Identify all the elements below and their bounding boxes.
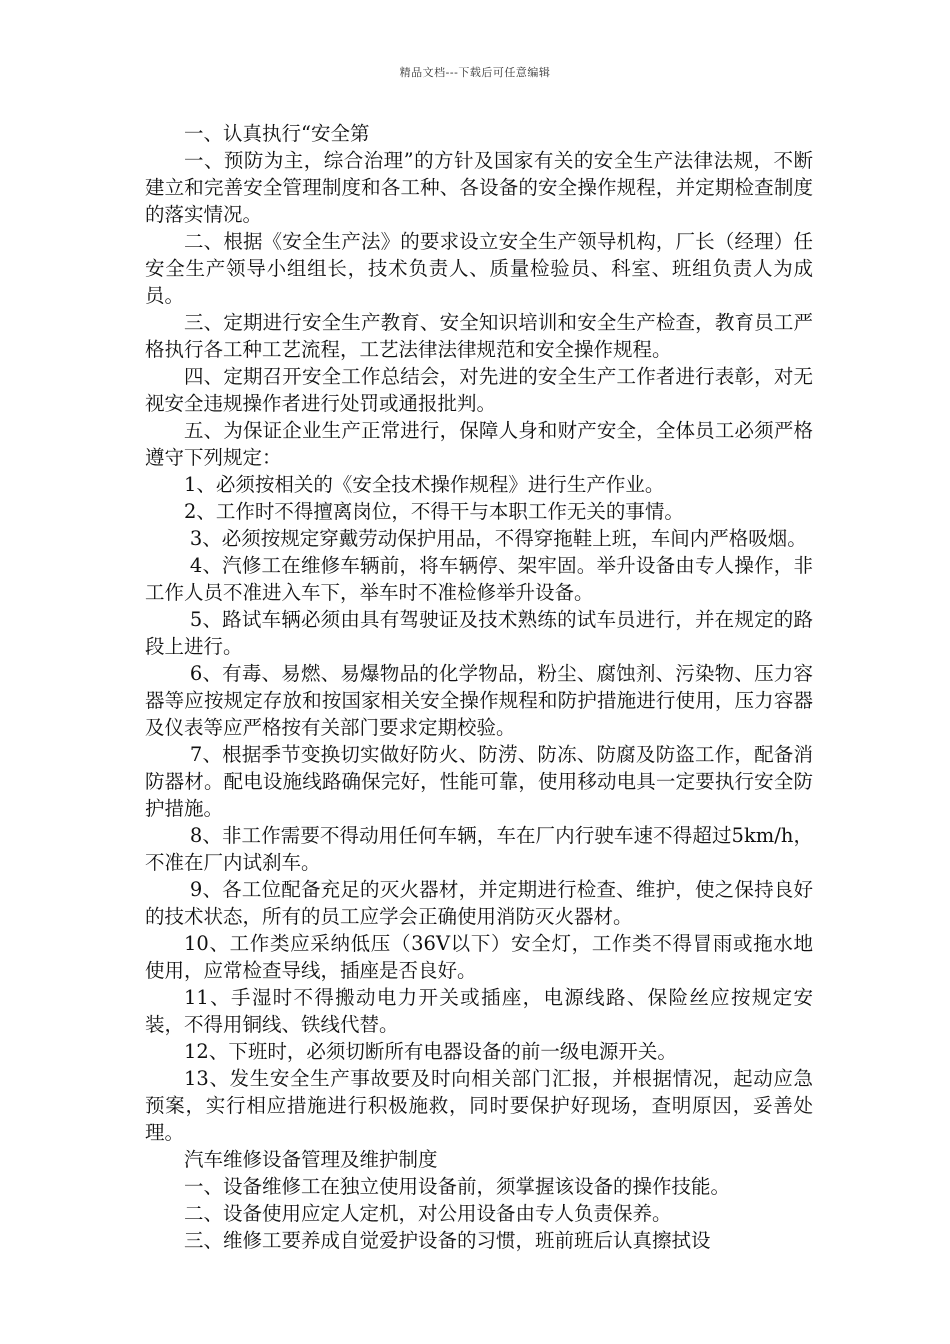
paragraph: 5、路试车辆必须由具有驾驶证及技术熟练的试车员进行，并在规定的路段上进行。	[145, 608, 813, 658]
paragraph: 1、必须按相关的《安全技术操作规程》进行生产作业。	[184, 473, 665, 496]
paragraph: 一、认真执行“安全第	[184, 122, 370, 145]
paragraph: 10、工作类应采纳低压（36V以下）安全灯，工作类不得冒雨或拖水地使用，应常检查导线，插座是否良好。	[145, 932, 813, 982]
paragraph: 四、定期召开安全工作总结会，对先进的安全生产工作者进行表彰，对无视安全违规操作者进行处罚或通报批判。	[145, 365, 813, 415]
paragraph: 4、汽修工在维修车辆前，将车辆停、架牢固。举升设备由专人操作，非工作人员不准进入车下，举车时不准检修举升设备。	[145, 554, 813, 604]
paragraph: 三、维修工要养成自觉爱护设备的习惯，班前班后认真擦拭设	[184, 1229, 711, 1252]
section-heading: 汽车维修设备管理及维护制度	[184, 1148, 438, 1171]
paragraph: 3、必须按规定穿戴劳动保护用品，不得穿拖鞋上班，车间内严格吸烟。	[189, 527, 807, 550]
document-body	[145, 120, 813, 1254]
paragraph: 2、工作时不得擅离岗位，不得干与本职工作无关的事情。	[184, 500, 684, 523]
paragraph: 11、手湿时不得搬动电力开关或插座，电源线路、保险丝应按规定安装，不得用铜线、铁线代替。	[145, 986, 813, 1036]
paragraph: 二、设备使用应定人定机，对公用设备由专人负责保养。	[184, 1202, 672, 1225]
page-header: 精品文档---下载后可任意编辑	[399, 66, 551, 79]
paragraph: 8、非工作需要不得动用任何车辆，车在厂内行驶车速不得超过5km/h，不准在厂内试刹车。	[145, 824, 813, 874]
paragraph: 三、定期进行安全生产教育、安全知识培训和安全生产检查，教育员工严格执行各工种工艺流程，工艺法律法律规范和安全操作规程。	[145, 311, 813, 361]
paragraph: 二、根据《安全生产法》的要求设立安全生产领导机构，厂长（经理）任安全生产领导小组组长，技术负责人、质量检验员、科室、班组负责人为成员。	[145, 230, 813, 307]
paragraph: 12、下班时，必须切断所有电器设备的前一级电源开关。	[184, 1040, 677, 1063]
paragraph: 五、为保证企业生产正常进行，保障人身和财产安全，全体员工必须严格遵守下列规定：	[145, 419, 813, 469]
paragraph: 7、根据季节变换切实做好防火、防涝、防冻、防腐及防盗工作，配备消防器材。配电设施线路确保完好，性能可靠，使用移动电具一定要执行安全防护措施。	[145, 743, 813, 820]
paragraph: 9、各工位配备充足的灭火器材，并定期进行检查、维护，使之保持良好的技术状态，所有的员工应学会正确使用消防灭火器材。	[145, 878, 813, 928]
paragraph: 一、预防为主，综合治理”的方针及国家有关的安全生产法律法规，不断建立和完善安全管理制度和各工种、各设备的安全操作规程，并定期检查制度的落实情况。	[145, 149, 813, 226]
paragraph: 6、有毒、易燃、易爆物品的化学物品，粉尘、腐蚀剂、污染物、压力容器等应按规定存放和按国家相关安全操作规程和防护措施进行使用，压力容器及仪表等应严格按有关部门要求定期校验。	[145, 662, 813, 739]
paragraph: 一、设备维修工在独立使用设备前，须掌握该设备的操作技能。	[184, 1175, 731, 1198]
paragraph: 13、发生安全生产事故要及时向相关部门汇报，并根据情况，起动应急预案，实行相应措施进行积极施救，同时要保护好现场，查明原因，妥善处理。	[145, 1067, 813, 1144]
